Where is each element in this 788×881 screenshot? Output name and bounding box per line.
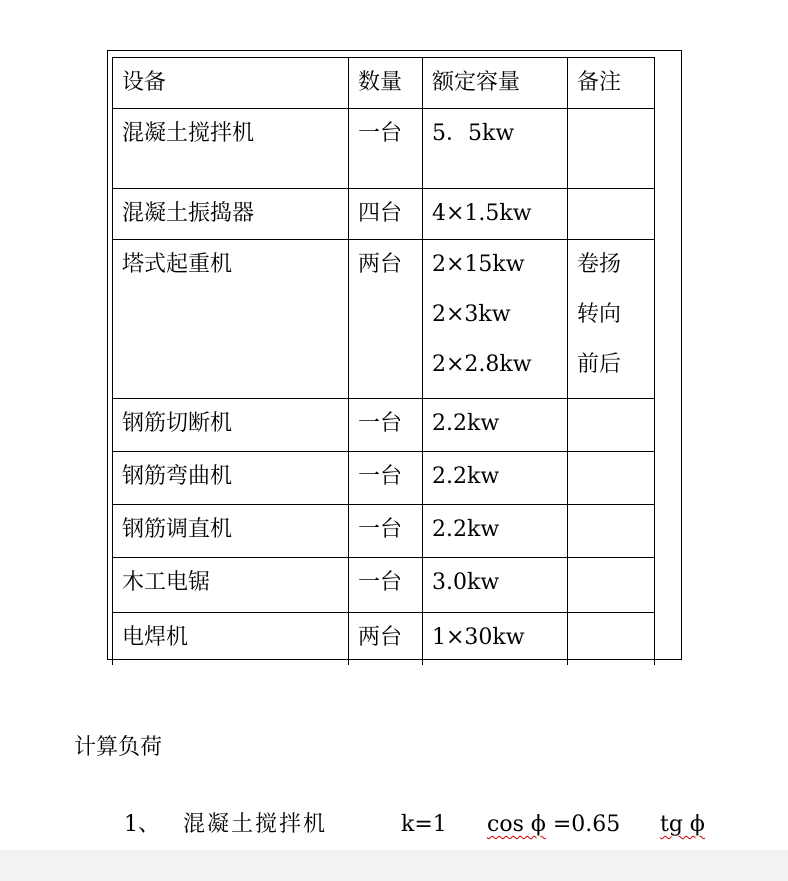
device-cell: 电焊机 [113,613,349,665]
device-cell: 木工电锯 [113,558,349,613]
page-bottom-margin [0,850,788,881]
qty-cell: 一台 [349,505,423,558]
cos-phi-value: =0.65 [545,812,621,837]
tg-phi-label: tg ϕ [660,812,705,837]
table-row [113,452,655,505]
cos-phi-label: cos ϕ [487,812,546,837]
table-row [113,505,655,558]
capacity-cell: 4×1.5kw [423,189,568,240]
table-row [113,189,655,240]
qty-cell: 两台 [349,240,423,399]
table-row [113,399,655,452]
qty-cell: 一台 [349,399,423,452]
table-row [113,109,655,189]
calc-tg-phi [660,809,705,841]
header-capacity: 额定容量 [423,58,568,109]
capacity-cell: 3.0kw [423,558,568,613]
device-cell: 钢筋调直机 [113,505,349,558]
capacity-cell: 2.2kw [423,452,568,505]
table-row [113,613,655,665]
capacity-cell: 5．5kw [423,109,568,189]
qty-cell: 一台 [349,558,423,613]
note-cell [568,109,655,189]
table-row [113,558,655,613]
device-cell: 塔式起重机 [113,240,349,399]
calc-k-value: k=1 [401,812,447,837]
section-title: 计算负荷 [74,735,163,760]
table-row [113,240,655,399]
qty-cell: 一台 [349,109,423,189]
calc-cos-phi [487,809,620,841]
note-cell: 卷扬 转向 前后 [568,240,655,399]
note-cell [568,558,655,613]
capacity-cell: 2×15kw 2×3kw 2×2.8kw [423,240,568,399]
note-cell [568,613,655,665]
qty-cell: 四台 [349,189,423,240]
calc-index: 1、 [124,812,160,837]
capacity-cell: 1×30kw [423,613,568,665]
qty-cell: 一台 [349,452,423,505]
equipment-table [112,57,655,665]
capacity-cell: 2.2kw [423,505,568,558]
header-note: 备注 [568,58,655,109]
capacity-cell: 2.2kw [423,399,568,452]
device-cell: 混凝土搅拌机 [113,109,349,189]
header-quantity: 数量 [349,58,423,109]
device-cell: 钢筋弯曲机 [113,452,349,505]
device-cell: 混凝土振捣器 [113,189,349,240]
note-cell [568,505,655,558]
header-device: 设备 [113,58,349,109]
note-cell [568,399,655,452]
note-cell [568,452,655,505]
qty-cell: 两台 [349,613,423,665]
note-cell [568,189,655,240]
device-cell: 钢筋切断机 [113,399,349,452]
calc-device-name: 混凝土搅拌机 [183,812,328,837]
table-header-row [113,58,655,109]
